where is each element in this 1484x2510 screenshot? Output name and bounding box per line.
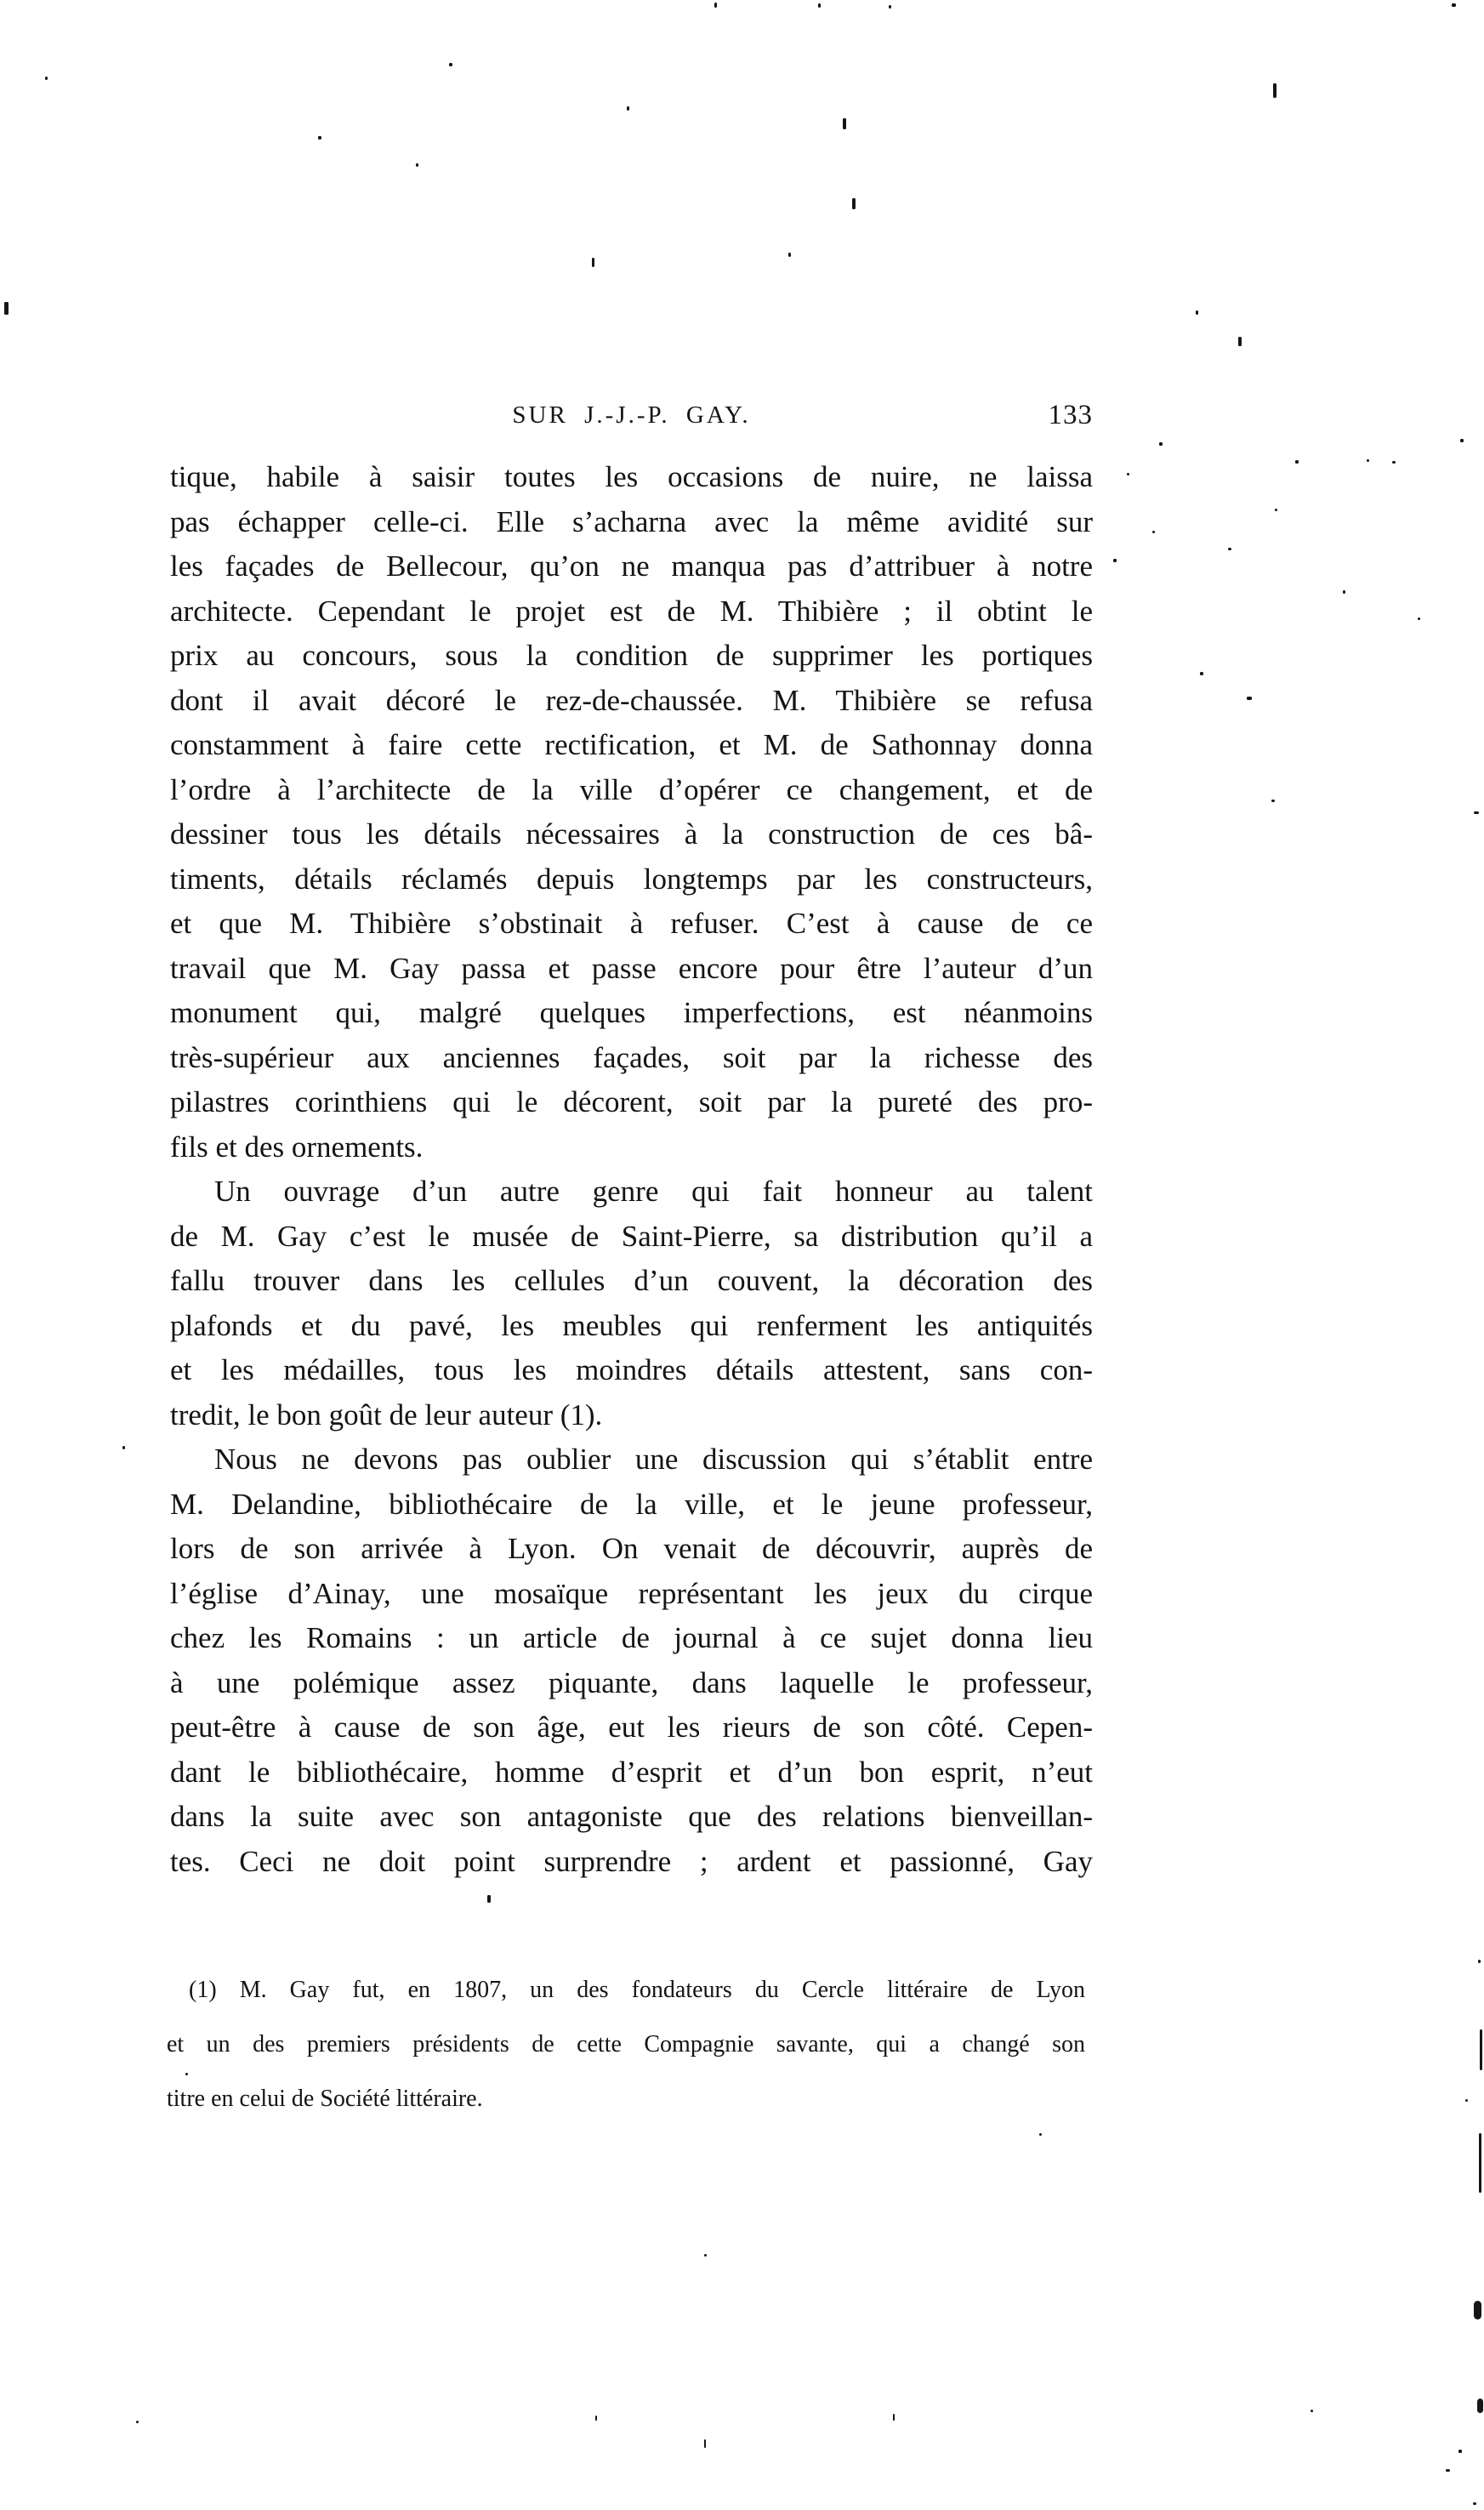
scan-speck: [1480, 2029, 1482, 2070]
scan-speck: [1152, 531, 1155, 533]
text-line: architecte. Cependant le projet est de M. Thibière ; il obtint le: [170, 594, 1093, 628]
scan-speck: [1418, 618, 1420, 620]
text-line: pilastres corinthiens qui le décorent, soit par la pureté des pro-: [170, 1085, 1093, 1118]
scan-speck: [1478, 1960, 1481, 1963]
text-line: l’église d’Ainay, une mosaïque représentant les jeux du cirque: [170, 1576, 1093, 1610]
scan-speck: [1159, 442, 1163, 446]
text-line: chez les Romains : un article de journal à ce sujet donna lieu: [170, 1621, 1093, 1654]
text-line: plafonds et du pavé, les meubles qui renferment les antiquités: [170, 1308, 1093, 1342]
scan-speck: [1228, 548, 1231, 550]
text-line: et que M. Thibière s’obstinait à refuser. C’est à cause de ce: [170, 907, 1093, 940]
scan-speck: [318, 136, 321, 139]
scan-speck: [627, 106, 629, 111]
scan-speck: [4, 302, 9, 315]
scan-speck: [889, 5, 891, 9]
scan-speck: [818, 3, 821, 8]
running-title: SUR J.-J.-P. GAY.: [512, 401, 751, 429]
scan-speck: [852, 198, 856, 209]
scan-speck: [1311, 2410, 1313, 2412]
body-text: [170, 455, 1093, 1884]
text-line: dans la suite avec son antagoniste que des relations bienveillan-: [170, 1800, 1093, 1833]
text-line: les façades de Bellecour, qu’on ne manqua pas d’attribuer à notre: [170, 549, 1093, 583]
scan-speck: [893, 2414, 895, 2421]
text-line: dessiner tous les détails nécessaires à la construction de ces bâ-: [170, 817, 1093, 851]
scan-speck: [1113, 559, 1117, 562]
scan-speck: [1458, 2450, 1462, 2453]
scan-speck: [595, 2416, 597, 2421]
scan-speck: [1196, 310, 1198, 315]
text-line: prix au concours, sous la condition de supprimer les portiques: [170, 639, 1093, 672]
scan-speck: [704, 2439, 706, 2448]
text-line: très-supérieur aux anciennes façades, soit par la richesse des: [170, 1040, 1093, 1074]
scan-speck: [1465, 2099, 1468, 2102]
scan-speck: [1474, 811, 1479, 814]
text-line: à une polémique assez piquante, dans laquelle le professeur,: [170, 1665, 1093, 1699]
text-line: lors de son arrivée à Lyon. On venait de découvrir, auprès de: [170, 1532, 1093, 1565]
text-line: tes. Ceci ne doit point surprendre ; ardent et passionné, Gay: [170, 1844, 1093, 1878]
scan-speck: [1367, 459, 1369, 462]
scan-speck: [1343, 590, 1345, 594]
footnote-line: et un des premiers présidents de cette Compagnie savante, qui a changé son: [167, 2031, 1085, 2058]
text-line: travail que M. Gay passa et passe encore pour être l’auteur d’un: [170, 951, 1093, 985]
text-line: et les médailles, tous les moindres détails attestent, sans con-: [170, 1353, 1093, 1386]
scan-speck: [1271, 800, 1275, 802]
text-line: de M. Gay c’est le musée de Saint-Pierre, sa distribution qu’il a: [170, 1219, 1093, 1253]
text-line: Nous ne devons pas oublier une discussion qui s’établit entre: [214, 1443, 1093, 1476]
scan-speck: [843, 118, 846, 129]
scan-speck: [1392, 461, 1396, 464]
text-line: tique, habile à saisir toutes les occasions de nuire, ne laissa: [170, 460, 1093, 493]
scan-speck: [714, 3, 717, 8]
scan-speck: [1238, 337, 1242, 346]
scan-speck: [1479, 2133, 1481, 2193]
scan-speck: [45, 77, 48, 80]
footnote-line: (1) M. Gay fut, en 1807, un des fondateurs du Cercle littéraire de Lyon: [189, 1977, 1085, 2003]
page-header: [170, 401, 1093, 439]
text-line: fallu trouver dans les cellules d’un couvent, la décoration des: [170, 1264, 1093, 1297]
text-line: l’ordre à l’architecte de la ville d’opérer ce changement, et de: [170, 772, 1093, 806]
scan-speck: [788, 253, 791, 257]
scan-speck: [416, 163, 418, 167]
scan-speck: [1446, 2469, 1450, 2472]
text-line: monument qui, malgré quelques imperfections, est néanmoins: [170, 996, 1093, 1029]
scan-speck: [136, 2421, 139, 2423]
scan-speck: [1452, 3, 1456, 7]
text-line: M. Delandine, bibliothécaire de la ville, et le jeune professeur,: [170, 1487, 1093, 1521]
scan-speck: [1474, 2301, 1481, 2319]
scan-speck: [1039, 2133, 1042, 2136]
footnote-line: titre en celui de Société littéraire.: [167, 2086, 483, 2112]
scan-speck: [704, 2254, 707, 2257]
text-line: fils et des ornements.: [170, 1130, 424, 1164]
footnote: [167, 1963, 1085, 2126]
text-line: peut-être à cause de son âge, eut les rieurs de son côté. Cepen-: [170, 1710, 1093, 1744]
scan-speck: [1275, 509, 1277, 511]
scan-speck: [1477, 2399, 1483, 2413]
text-line: dant le bibliothécaire, homme d’esprit et d’un bon esprit, n’eut: [170, 1755, 1093, 1789]
page-number: 133: [1048, 400, 1093, 430]
scan-speck: [1200, 672, 1203, 675]
text-line: dont il avait décoré le rez-de-chaussée. M. Thibière se refusa: [170, 683, 1093, 717]
text-line: Un ouvrage d’un autre genre qui fait honneur au talent: [214, 1175, 1093, 1208]
scan-speck: [1295, 460, 1299, 464]
scan-speck: [1460, 439, 1464, 442]
text-line: tredit, le bon goût de leur auteur (1).: [170, 1397, 603, 1431]
scan-speck: [1273, 83, 1276, 98]
scan-speck: [487, 1895, 491, 1903]
scan-speck: [449, 63, 452, 66]
scan-speck: [1473, 2502, 1476, 2505]
scan-speck: [1247, 697, 1252, 700]
scan-speck: [592, 258, 594, 267]
scan-speck: [1127, 473, 1129, 475]
scan-speck: [122, 1446, 125, 1449]
text-line: pas échapper celle-ci. Elle s’acharna avec la même avidité sur: [170, 504, 1093, 538]
text-line: constamment à faire cette rectification, et M. de Sathonnay donna: [170, 728, 1093, 761]
text-line: timents, détails réclamés depuis longtemps par les constructeurs,: [170, 862, 1093, 896]
